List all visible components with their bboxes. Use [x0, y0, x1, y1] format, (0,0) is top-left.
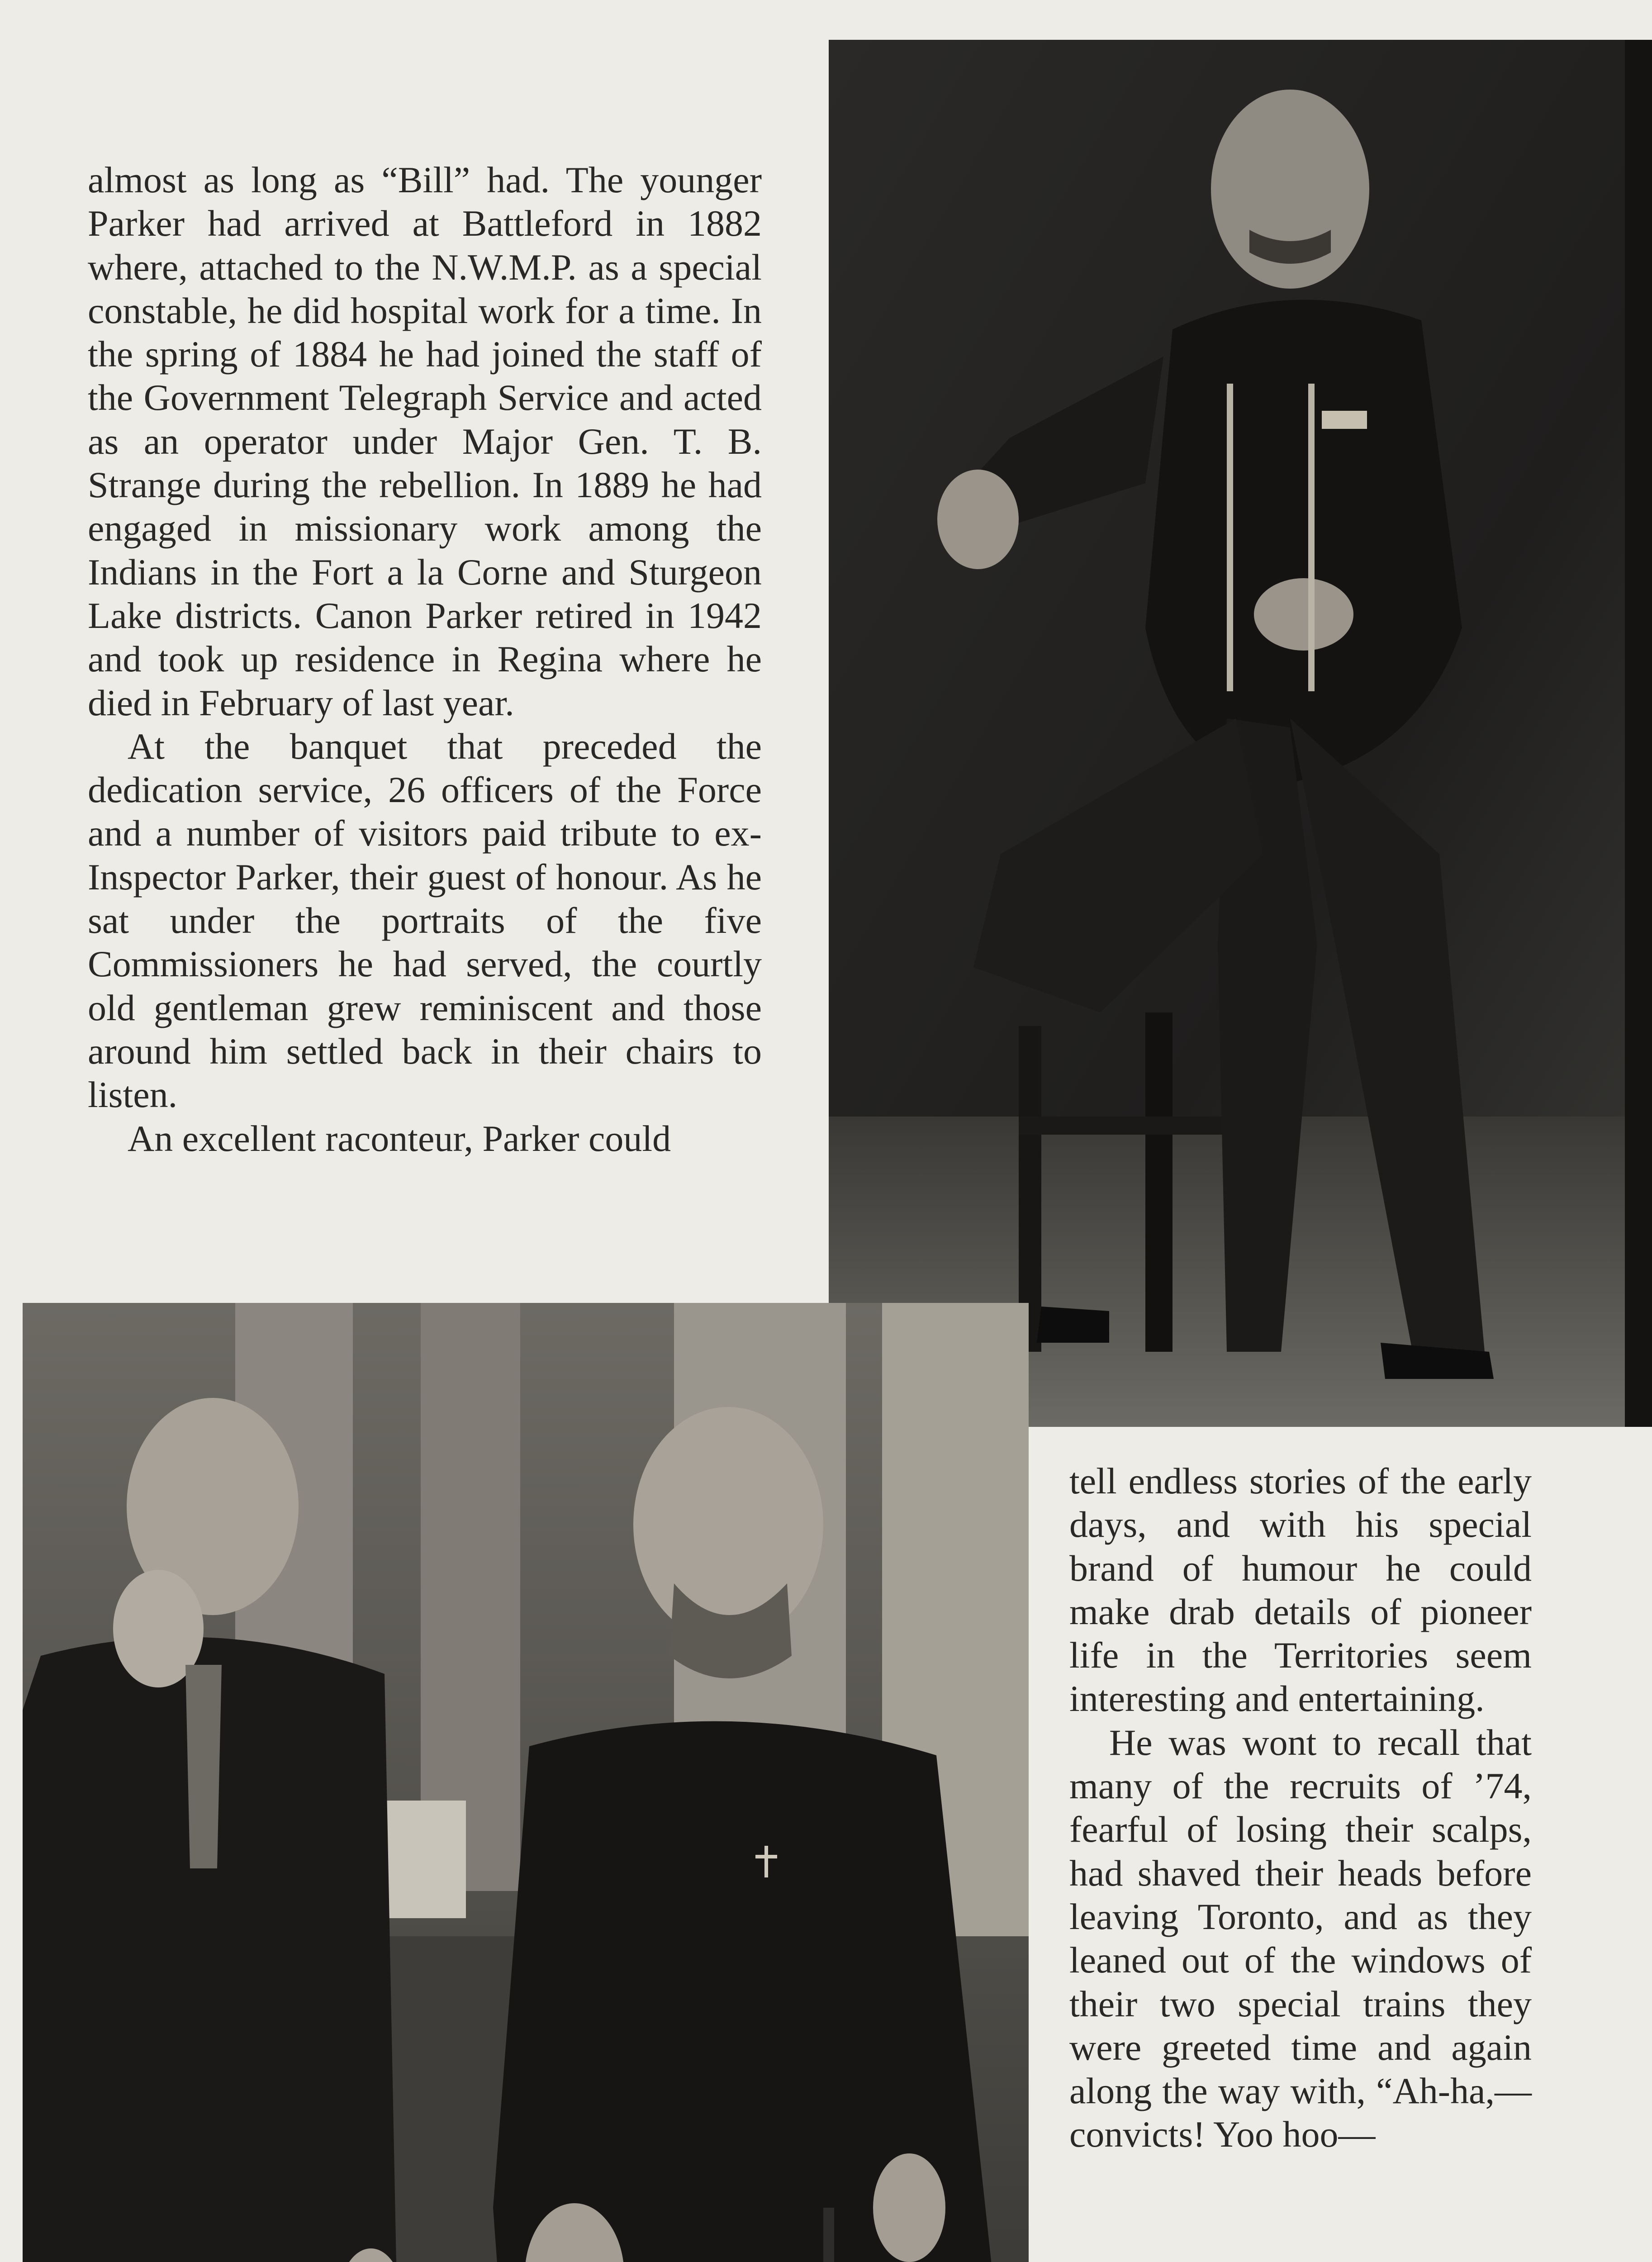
paragraph: An excellent raconteur, Parker could	[128, 1117, 671, 1159]
paragraph: almost as long as “Bill” had. The younger Parker had arrived at Battleford in 1882 where, attached to the N.W.M.P. as a special constable, he did hospital work for a time. In the spring of 1884 he had joined the staff of the Government Telegraph Service and acted as an operator under Major Gen. T. B. Strange during the rebellion. In 1889 he had engaged in missionary work among the Indians in the Fort a la Corne and Sturgeon Lake districts. Canon Parker retired in 1942 and took up residence in Regina where he died in February of last year.	[88, 159, 762, 723]
photo-inspector-mess-jacket	[829, 40, 1652, 1427]
paragraph: At the banquet that preceded the dedication service, 26 officers of the Force and a number of visitors paid tribute to ex-Inspector Parker, their guest of honour. As he sat under the portraits of the five Commissioners he had served, the courtly old gentleman grew reminiscent and those around him settled back in their chairs to listen.	[88, 725, 762, 1116]
paragraph: He was wont to recall that many of the recruits of ’74, fearful of losing their scalps, had shaved their heads before leaving Toronto, and as they leaned out of the windows of their two special trains they were greeted time and again along the way with, “Ah-ha,—convicts! Yoo hoo—	[1069, 1721, 1532, 2155]
photo-parker-brothers	[23, 1303, 1029, 2262]
right-text-column	[1069, 1459, 1532, 2157]
left-text-column	[88, 158, 762, 1160]
paragraph: tell endless stories of the early days, and with his special brand of humour he could make drab details of pioneer life in the Territories seem interesting and entertaining.	[1069, 1460, 1532, 1720]
